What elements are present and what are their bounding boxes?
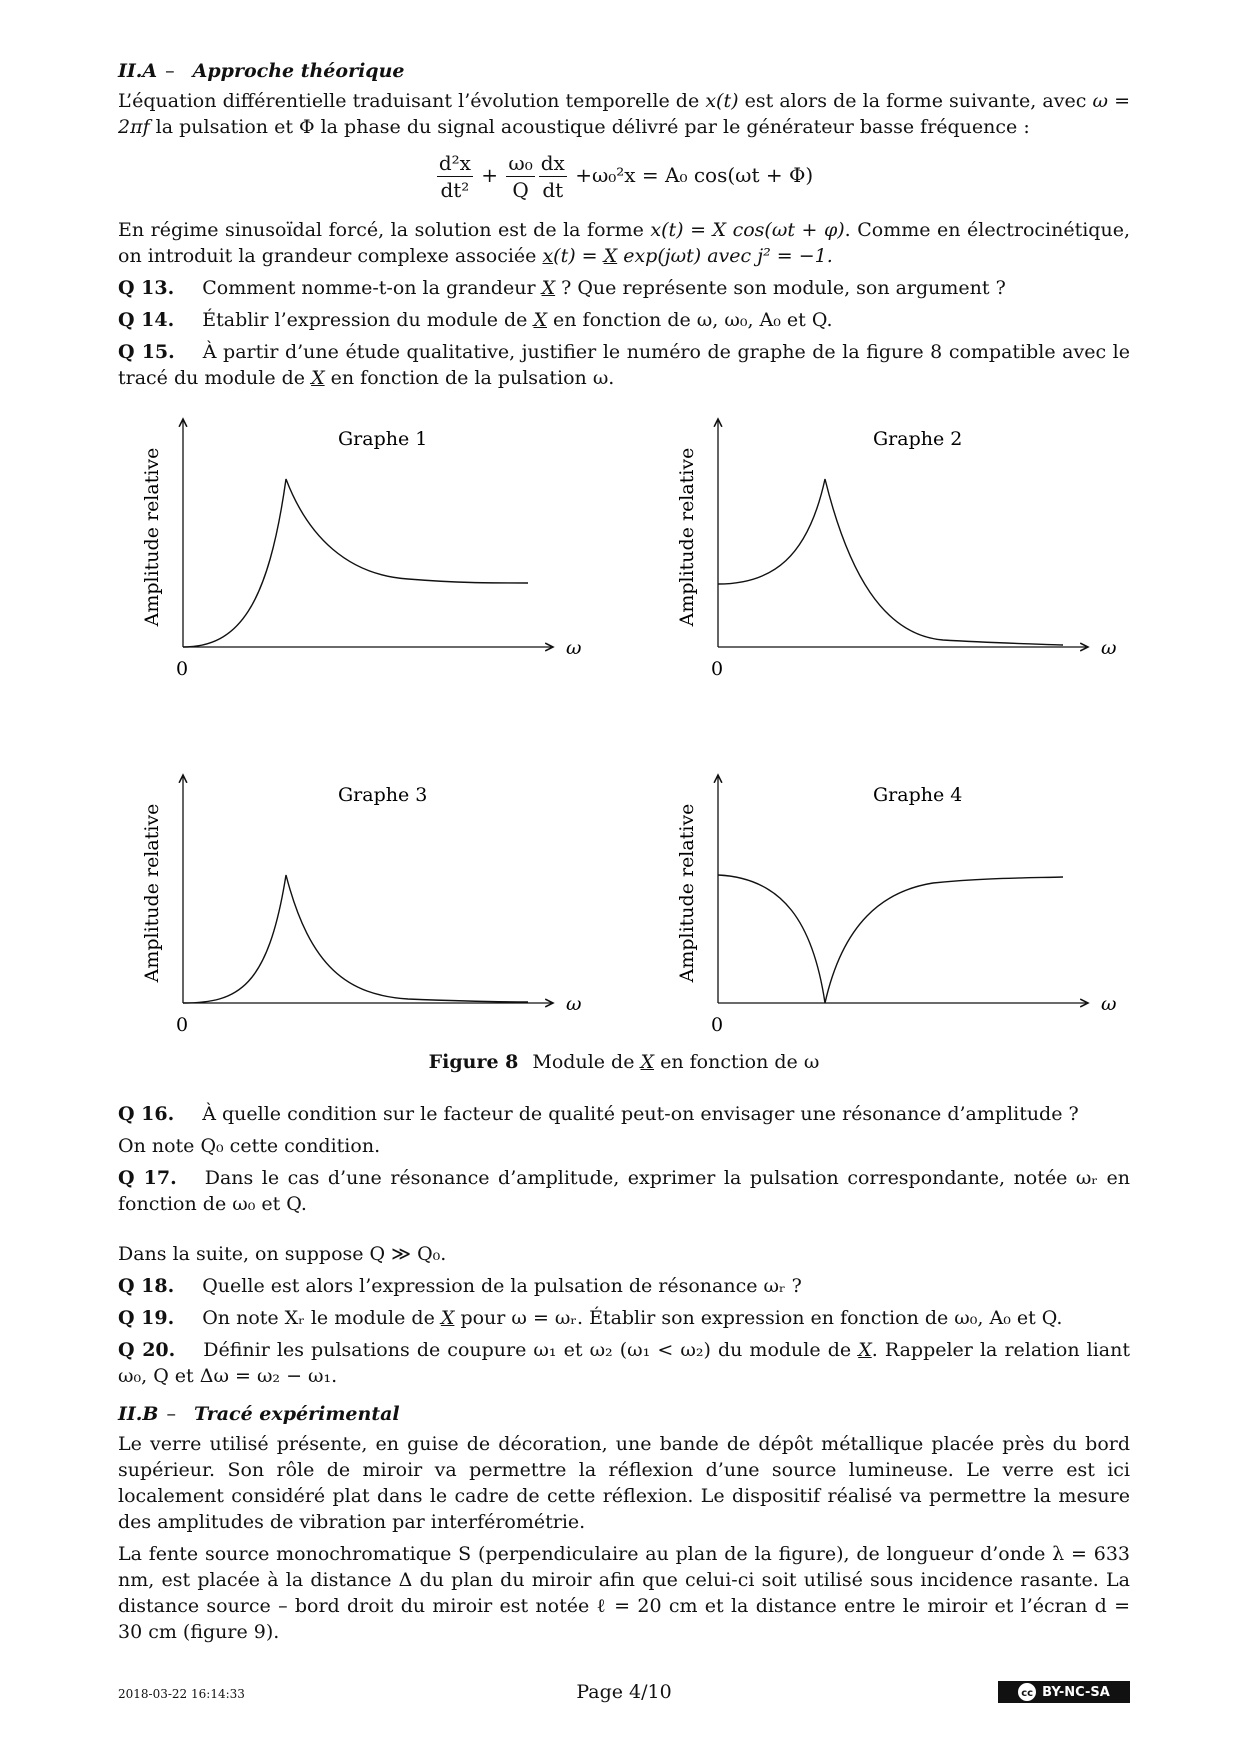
footer-timestamp: 2018-03-22 16:14:33	[118, 1687, 245, 1701]
origin-label: 0	[176, 1014, 189, 1036]
figure-row-2	[118, 763, 1130, 1113]
section-a-heading	[118, 58, 1130, 84]
question-16: Q 16. À quelle condition sur le facteur de qualité peut-on envisager une résonance d’amplitude ?	[118, 1103, 1079, 1125]
curve-graph-4	[718, 875, 1063, 1003]
section-b-heading	[118, 1401, 1130, 1427]
y-axis-label: Amplitude relative	[141, 803, 163, 983]
question-15: Q 15. À partir d’une étude qualitative, justifier le numéro de graphe de la figure 8 compatible avec le tracé du module de X en fonction de la pulsation ω.	[118, 341, 1130, 389]
graph-title: Graphe 4	[873, 784, 963, 806]
license-text: BY-NC-SA	[1042, 1684, 1110, 1700]
differential-equation: $\frac{\text{d²x}}{\text{dt²}}$ + $\frac{\text{ω₀}}{Q}$ $\frac{dx}{dt}$ +ω₀²x = A₀ cos(ωt + Φ)	[438, 151, 814, 202]
origin-label: 0	[711, 1014, 724, 1036]
section-b-sep: –	[166, 1403, 176, 1425]
section-a-title: Approche théorique	[192, 60, 405, 82]
origin-label: 0	[711, 658, 724, 680]
intro-paragraph: L’équation différentielle traduisant l’évolution temporelle de x(t) est alors de la forme suivante, avec ω = 2πf la pulsation et Φ la phase du signal acoustique délivré par le générateur basse fréquence :	[118, 90, 1130, 138]
section-b-paragraph-1: Le verre utilisé présente, en guise de décoration, une bande de dépôt métallique placée près du bord supérieur. Son rôle de miroir va permettre la réflexion d’une source lumineuse. Le verre est ici localement considéré plat dans le cadre de cette réflexion. Le dispositif réalisé va permettre la mesure des amplitudes de vibration par interférométrie.	[118, 1433, 1130, 1533]
question-20: Q 20. Définir les pulsations de coupure ω₁ et ω₂ (ω₁ < ω₂) du module de X. Rappeler la relation liant ω₀, Q et Δω = ω₂ − ω₁.	[118, 1339, 1130, 1387]
graph-3	[128, 763, 648, 1093]
cc-icon: cc	[1018, 1683, 1036, 1701]
section-b-number: II.B	[118, 1403, 159, 1425]
y-axis-label: Amplitude relative	[676, 803, 698, 983]
figure-row-1	[118, 407, 1130, 757]
graph-title: Graphe 1	[338, 428, 428, 450]
graph-2	[663, 407, 1183, 737]
question-13: Q 13. Comment nomme-t-on la grandeur X ? Que représente son module, son argument ?	[118, 277, 1006, 299]
question-17: Q 17. Dans le cas d’une résonance d’amplitude, exprimer la pulsation correspondante, notée ωᵣ en fonction de ω₀ et Q.	[118, 1167, 1130, 1215]
curve-graph-1	[183, 479, 528, 647]
question-19: Q 19. On note Xᵣ le module de X pour ω = ωᵣ. Établir son expression en fonction de ω₀, A₀ et Q.	[118, 1307, 1063, 1329]
section-a-sep: –	[165, 60, 175, 82]
suite-paragraph: Dans la suite, on suppose Q ≫ Q₀.	[118, 1243, 447, 1265]
figure-8-caption: Figure 8 Module de X en fonction de ω	[428, 1051, 820, 1073]
x-axis-label: ω	[1101, 993, 1117, 1015]
footer-page-number: Page 4/10	[576, 1681, 672, 1703]
curve-graph-3	[183, 875, 528, 1003]
fraction-omega0-q: $\frac{\text{ω₀}}{Q}$	[508, 151, 533, 202]
page-content	[118, 58, 1130, 1651]
question-18: Q 18. Quelle est alors l’expression de la pulsation de résonance ωᵣ ?	[118, 1275, 802, 1297]
y-axis-label: Amplitude relative	[676, 447, 698, 627]
page-footer	[118, 1681, 1130, 1711]
y-axis-label: Amplitude relative	[141, 447, 163, 627]
x-axis-label: ω	[1101, 637, 1117, 659]
fraction-dx-dt: $\frac{dx}{dt}$	[540, 151, 565, 202]
question-14: Q 14. Établir l’expression du module de X en fonction de ω, ω₀, A₀ et Q.	[118, 309, 833, 331]
section-b-title: Tracé expérimental	[193, 1403, 400, 1425]
section-b-paragraph-2: La fente source monochromatique S (perpendiculaire au plan de la figure), de longueur d’onde λ = 633 nm, est placée à la distance Δ du plan du miroir afin que celui-ci soit utilisé sous incidence rasante. La distance source – bord droit du miroir est notée ℓ = 20 cm et la distance entre le miroir et l’écran d = 30 cm (figure 9).	[118, 1543, 1130, 1643]
license-badge	[998, 1681, 1130, 1703]
q16-note: On note Q₀ cette condition.	[118, 1135, 381, 1157]
section-a-number: II.A	[118, 60, 158, 82]
fraction-d2x-dt2: $\frac{\text{d²x}}{\text{dt²}}$	[438, 151, 471, 202]
origin-label: 0	[176, 658, 189, 680]
x-axis-label: ω	[566, 993, 582, 1015]
regime-paragraph: En régime sinusoïdal forcé, la solution est de la forme x(t) = X cos(ωt + φ). Comme en électrocinétique, on introduit la grandeur complexe associée x(t) = X exp(jωt) avec j² = −1.	[118, 219, 1130, 267]
graph-title: Graphe 2	[873, 428, 963, 450]
graph-1	[128, 407, 648, 737]
graph-title: Graphe 3	[338, 784, 428, 806]
x-axis-label: ω	[566, 637, 582, 659]
curve-graph-2	[718, 479, 1063, 645]
graph-4	[663, 763, 1183, 1093]
